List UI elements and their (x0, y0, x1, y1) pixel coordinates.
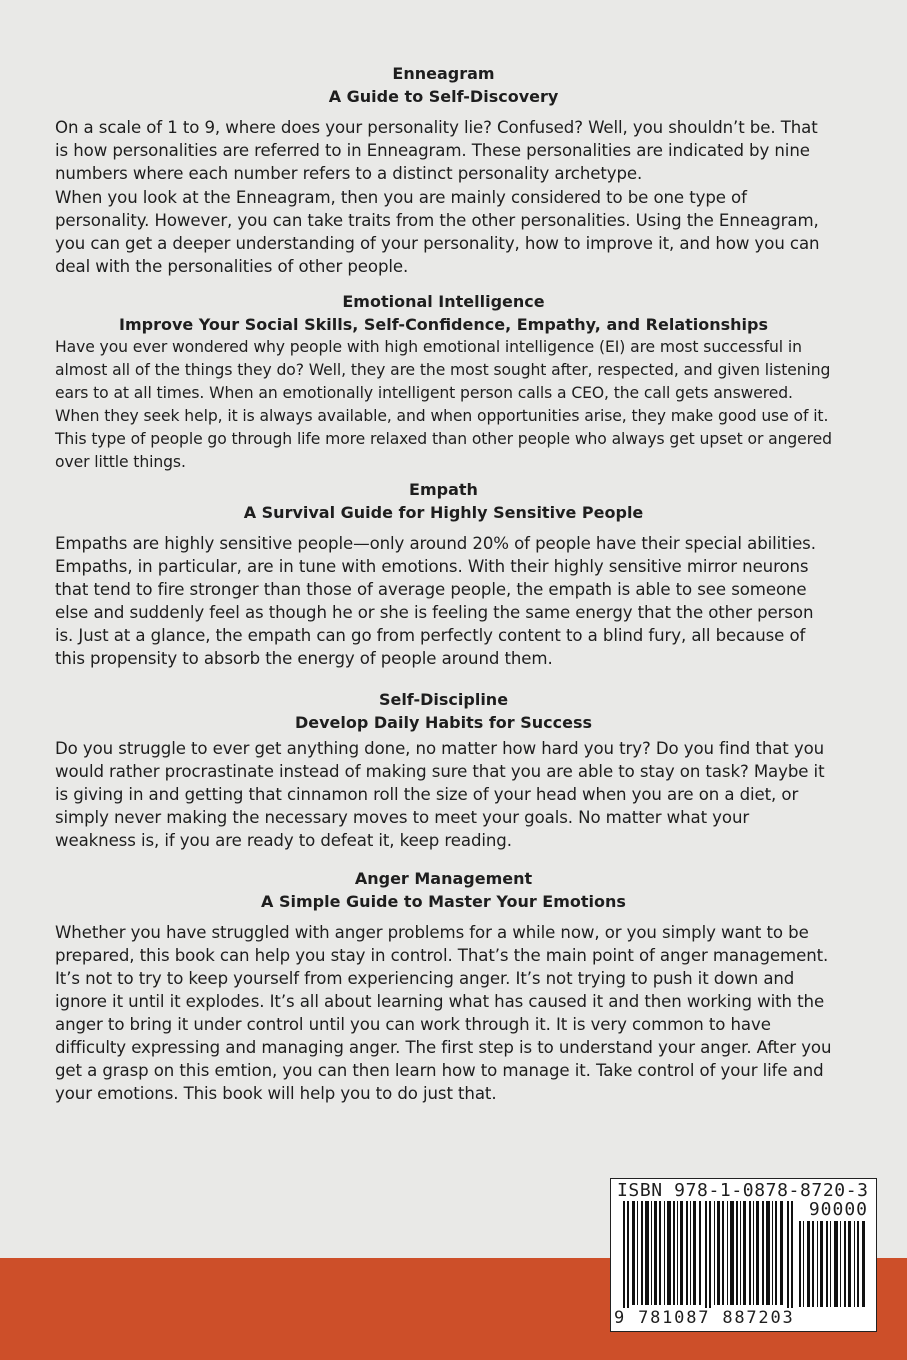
section-subtitle: Develop Daily Habits for Success (294, 713, 593, 732)
section-anger-management (55, 867, 832, 1105)
price-code: 90000 (808, 1199, 868, 1220)
section-paragraph: On a scale of 1 to 9, where does your personality lie? Confused? Well, you shouldn’t be. That is how personalities are referred to in Enneagram. These personalities are indicated by nine numbers where each number refers to a distinct personality archetype. (55, 118, 818, 183)
section-title: Emotional Intelligence (342, 292, 545, 311)
section-title: Enneagram (392, 64, 495, 83)
ean-number: 9 781087 887203 (614, 1308, 795, 1328)
section-title: Empath (409, 480, 478, 499)
back-cover-text (55, 62, 832, 1105)
section-subtitle: A Simple Guide to Master Your Emotions (261, 892, 626, 911)
section-title: Anger Management (354, 869, 533, 888)
isbn-barcode (610, 1178, 877, 1332)
section-title: Self-Discipline (378, 690, 509, 709)
ean-barcode-bars (623, 1201, 795, 1313)
section-emotional-intelligence (55, 290, 832, 474)
section-enneagram (55, 62, 832, 278)
section-paragraph: Do you struggle to ever get anything done, no matter how hard you try? Do you find that you would rather procrastinate instead of making sure that you are able to stay on task? Maybe it is giving in and getting that cinnamon roll the size of your head when you are on a diet, or simply never making the necessary moves to meet your goals. No matter what your weakness is, if you are ready to defeat it, keep reading. (55, 739, 825, 850)
section-subtitle: A Survival Guide for Highly Sensitive People (243, 503, 644, 522)
section-subtitle: Improve Your Social Skills, Self-Confidence, Empathy, and Relationships (118, 315, 769, 334)
addon-barcode-bars (799, 1221, 867, 1307)
section-self-discipline (55, 688, 832, 852)
section-subtitle: A Guide to Self-Discovery (328, 87, 559, 106)
section-paragraph: When you look at the Enneagram, then you are mainly considered to be one type of personality. However, you can take traits from the other personalities. Using the Enneagram, you can get a deeper understanding of your personality, how to improve it, and how you can deal with the personalities of other people. (55, 188, 820, 276)
section-paragraph: Empaths are highly sensitive people—only around 20% of people have their special abilities. Empaths, in particular, are in tune with emotions. With their highly sensitive mirror neurons that tend to fire stronger than those of average people, the empath is able to see someone else and suddenly feel as though he or she is feeling the same energy that the other person is. Just at a glance, the empath can go from perfectly content to a blind fury, all because of this propensity to absorb the energy of people around them. (55, 534, 816, 668)
section-paragraph: Have you ever wondered why people with high emotional intelligence (EI) are most successful in almost all of the things they do? Well, they are the most sought after, respected, and given listening ears to at all times. When an emotionally intelligent person calls a CEO, the call gets answered. When they seek help, it is always available, and when opportunities arise, they make good use of it. This type of people go through life more relaxed than other people who always get upset or angered over little things. (55, 338, 832, 471)
section-empath (55, 478, 832, 670)
section-paragraph: Whether you have struggled with anger problems for a while now, or you simply want to be prepared, this book can help you stay in control. That’s the main point of anger management. It’s not to try to keep yourself from experiencing anger. It’s not trying to push it down and ignore it until it explodes. It’s all about learning what has caused it and then working with the anger to bring it under control until you can work through it. It is very common to have difficulty expressing and managing anger. The first step is to understand your anger. After you get a grasp on this emtion, you can then learn how to manage it. Take control of your life and your emotions. This book will help you to do just that. (55, 923, 832, 1103)
isbn-number: ISBN 978-1-0878-8720-3 (617, 1180, 869, 1201)
